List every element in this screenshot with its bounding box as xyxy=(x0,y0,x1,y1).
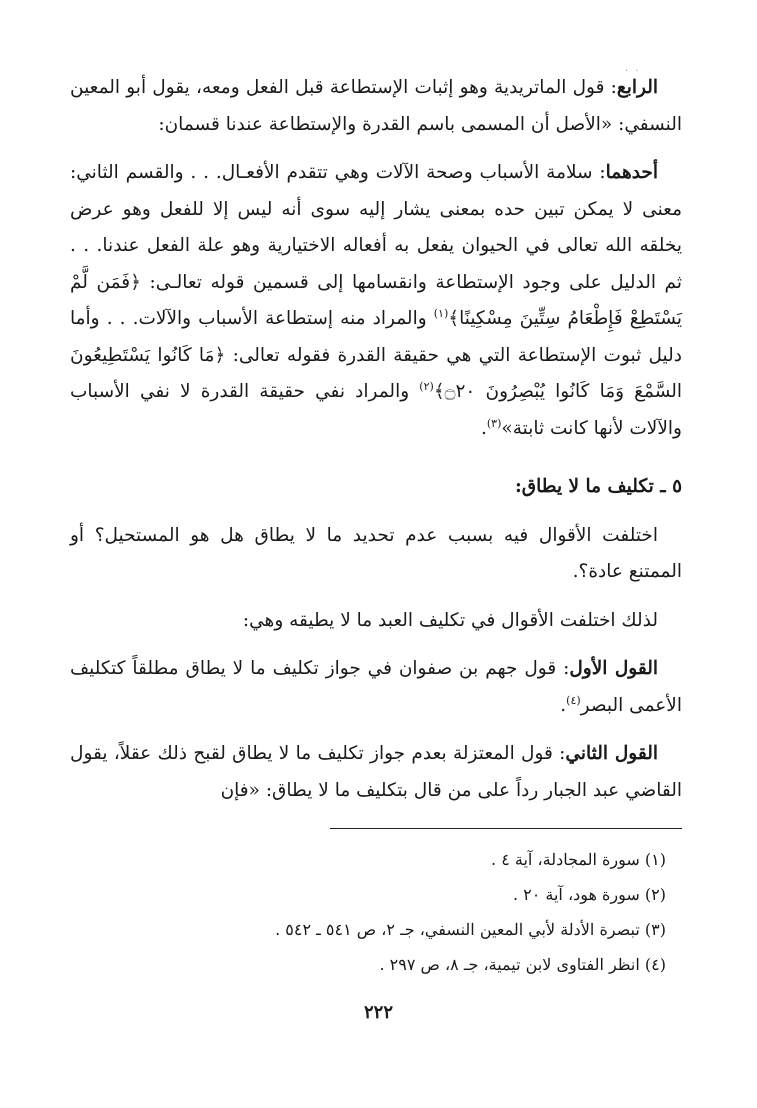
paragraph-first-opinion xyxy=(70,651,682,724)
section-heading-text: ٥ ـ تكليف ما لا يطاق: xyxy=(514,476,682,497)
quran-quote-2: ﴿مَا كَانُوا يَسْتَطِيعُونَ السَّمْعَ وَمَا كَانُوا يُبْصِرُونَ ۝٢٠﴾ xyxy=(70,344,682,402)
paragraph-text: : قول جهم بن صفوان في جواز تكليف ما لا يطاق مطلقاً كتكليف الأعمى البصر xyxy=(70,658,682,716)
section-heading xyxy=(70,469,682,506)
punctuation: . xyxy=(480,417,487,439)
footnote-ref-1: (١) xyxy=(433,306,449,320)
page-number: ٢٢٢ xyxy=(363,1002,393,1023)
label-second-opinion: القول الثاني xyxy=(565,743,658,764)
paragraph-text: والمراد منه إستطاعة الأسباب والآلات. . . وأما دليل ثبوت الإستطاعة التي هي حقيقة القدرة فقوله تعالى: xyxy=(70,308,683,366)
label-first-opinion: القول الأول xyxy=(569,658,659,679)
footnote-separator xyxy=(330,828,682,829)
footnotes xyxy=(70,842,682,982)
paragraph-text: : سلامة الأسباب وصحة الآلات وهي تتقدم الأفعـال. . . والقسم الثاني: معنى لا يمكن تبين حده بمعنى يشار إليه سوى أنه ليس إلا للفعل وهو عرض يخلقه الله تعالى في الحيوان يفعل به أفعاله الاختيارية وهو علة الفعل عندنا. . . ثم الدليل على وجود الإستطاعة وانقسامها إلى قسمين قوله تعالـى: xyxy=(70,162,682,293)
footnote-3: (٣) تبصرة الأدلة لأبي المعين النسفي، جـ ٢، ص ٥٤١ ـ ٥٤٢ . xyxy=(275,920,666,939)
paragraph-second-opinion xyxy=(70,736,682,809)
paragraph-first-part xyxy=(70,155,682,447)
footnote-ref-3: (٣) xyxy=(486,416,502,430)
paragraph-text: : قول المعتزلة بعدم جواز تكليف ما لا يطاق لقبح ذلك عقلاً، يقول القاضي عبد الجبار رداً على من قال بتكليف ما لا يطاق: «فإن xyxy=(70,743,682,801)
paragraph-text: : قول الماتريدية وهو إثبات الإستطاعة قبل الفعل ومعه، يقول أبو المعين النسفي: «الأصل أن المسمى باسم القدرة والإستطاعة عندنا قسمان: xyxy=(70,77,682,135)
label-fourth: الرابع xyxy=(616,77,658,98)
footnote-2: (٢) سورة هود، آية ٢٠ . xyxy=(512,885,666,904)
page-body xyxy=(70,70,682,809)
footnote-ref-4: (٤) xyxy=(566,693,581,707)
paragraph-text: والمراد نفي حقيقة القدرة لا نفي الأسباب والآلات لأنها كانت ثابتة» xyxy=(70,381,682,439)
quran-quote-1: ﴿فَمَن لَّمْ يَسْتَطِعْ فَإِطْعَامُ سِتِّينَ مِسْكِينًا﴾ xyxy=(70,271,683,329)
footnote-1: (١) سورة المجادلة، آية ٤ . xyxy=(491,850,666,869)
footnote-4: (٤) انظر الفتاوى لابن تيمية، جـ ٨، ص ٢٩٧ . xyxy=(379,955,666,974)
paragraph-opinions-intro: لذلك اختلفت الأقوال في تكليف العبد ما لا يطيقه وهي: xyxy=(242,609,658,631)
label-first: أحدهما xyxy=(605,162,658,183)
footnote-ref-2: (٢) xyxy=(419,379,434,393)
scan-speck: · · xyxy=(625,66,641,77)
paragraph-disagreement: اختلفت الأقوال فيه بسبب عدم تحديد ما لا يطاق هل هو المستحيل؟ أو الممتنع عادة؟. xyxy=(70,524,682,582)
punctuation: . xyxy=(560,694,567,716)
paragraph-fourth-opinion xyxy=(70,70,682,143)
